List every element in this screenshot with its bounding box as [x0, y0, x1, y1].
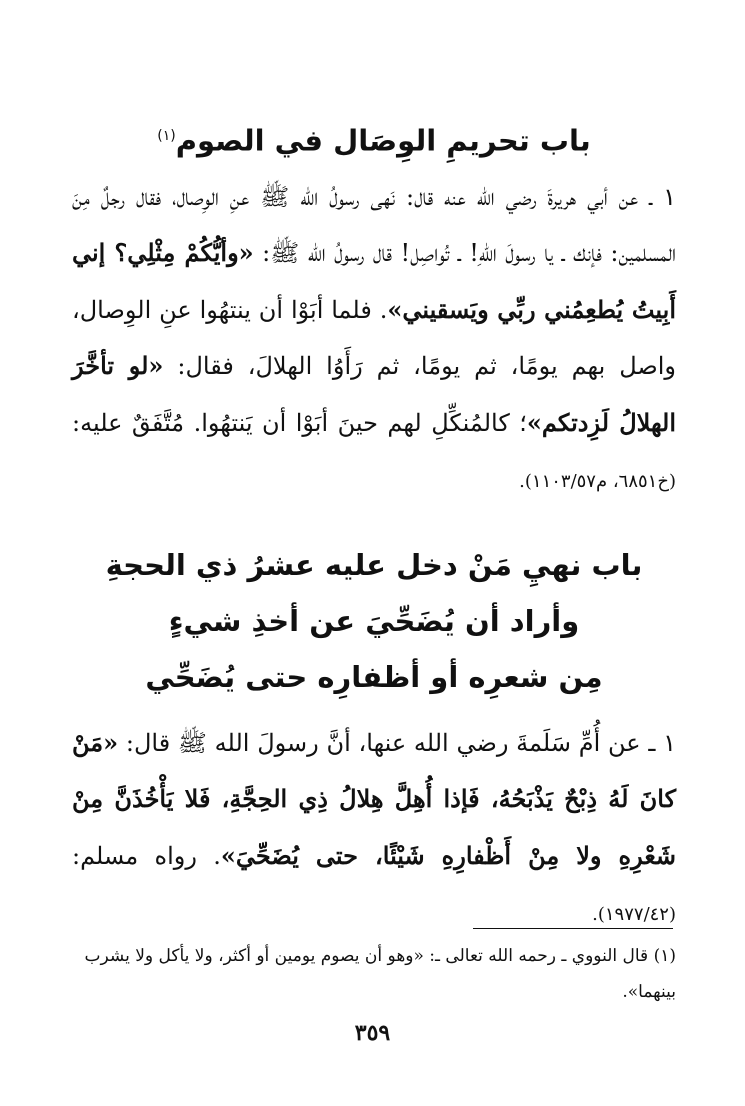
page-number: ٣٥٩	[354, 1020, 391, 1046]
hadith-quote: «وأيُّكُمْ مِثْلِي؟ إني أَبِيتُ يُطعِمُني ربِّي ويَسقيني»	[72, 238, 677, 324]
hadith-quote: «مَنْ كانَ لَهُ ذِبْحٌ يَذْبَحُهُ، فَإذا أُهِلَّ هِلالُ ذِي الحِجَّةِ، فَلا يَأْخُذَنَّ مِنْ شَعْرِهِ ولا مِنْ أَظْفارِهِ شَيْئًا، حتى يُضَحِّيَ»	[72, 727, 677, 870]
section-title-text: باب تحريمِ الوِصَال في الصوم	[175, 123, 591, 158]
footnote-marker: (١)	[157, 128, 176, 144]
section-title-dhul-hijjah	[72, 537, 676, 705]
hadith-wisal	[72, 169, 676, 511]
hadith-text: ١ ـ عن أُمِّ سَلَمةَ رضي الله عنها، أنَّ رسولَ الله ﷺ قال:	[125, 728, 676, 757]
hadith-udhiyah	[72, 715, 676, 944]
hadith-reference: (١٩٧٧/٤٢).	[592, 904, 676, 926]
section-title-line-3: مِن شعرِه أو أظفارِه حتى يُضَحِّي	[145, 659, 603, 694]
footnote-marker: (١)	[653, 946, 676, 966]
hadith-reference: (خ٦٨٥١، م١١٠٣/٥٧).	[519, 471, 676, 493]
footnote-text: قال النووي ـ رحمه الله تعالى ـ: «وهو أن يصوم يومين أو أكثر، ولا يأكل ولا يشرب بينهما».	[84, 946, 676, 1002]
hadith-text: ؛ كالمُنكِّلِ لهم حينَ أبَوْا أن يَنتهُوا. مُتَّفَقٌ عليه:	[72, 408, 527, 437]
section-title-line-1: باب نهيِ مَنْ دخل عليه عشرُ ذي الحجةِ	[105, 547, 643, 582]
hadith-text: . فلما أبَوْا أن ينتهُوا عنِ الوِصال، واصل بهم يومًا، ثم يومًا، ثم رَأَوُا الهلالَ، فقال:	[72, 295, 677, 381]
hadith-quote: «لو تأخَّرَ الهلالُ لَزِدتكم»	[72, 351, 677, 437]
footnote	[72, 938, 676, 1010]
page-body	[72, 108, 676, 944]
section-title-line-2: وأراد أن يُضَحِّيَ عن أخذِ شيءٍ	[168, 603, 580, 638]
hadith-text: ١ ـ عن أبي هريرةَ رضي الله عنه قال: نَهى رسولُ الله ﷺ عنِ الوِصال، فقال رجلٌ مِنَ المسلمين: فإنك ـ يا رسولَ اللهِ! ـ تُواصِل! قال رسولُ الله ﷺ:	[72, 182, 676, 268]
footnote-divider	[473, 928, 673, 929]
hadith-text: . رواه مسلم:	[72, 841, 221, 870]
section-title-wisal	[72, 108, 676, 169]
